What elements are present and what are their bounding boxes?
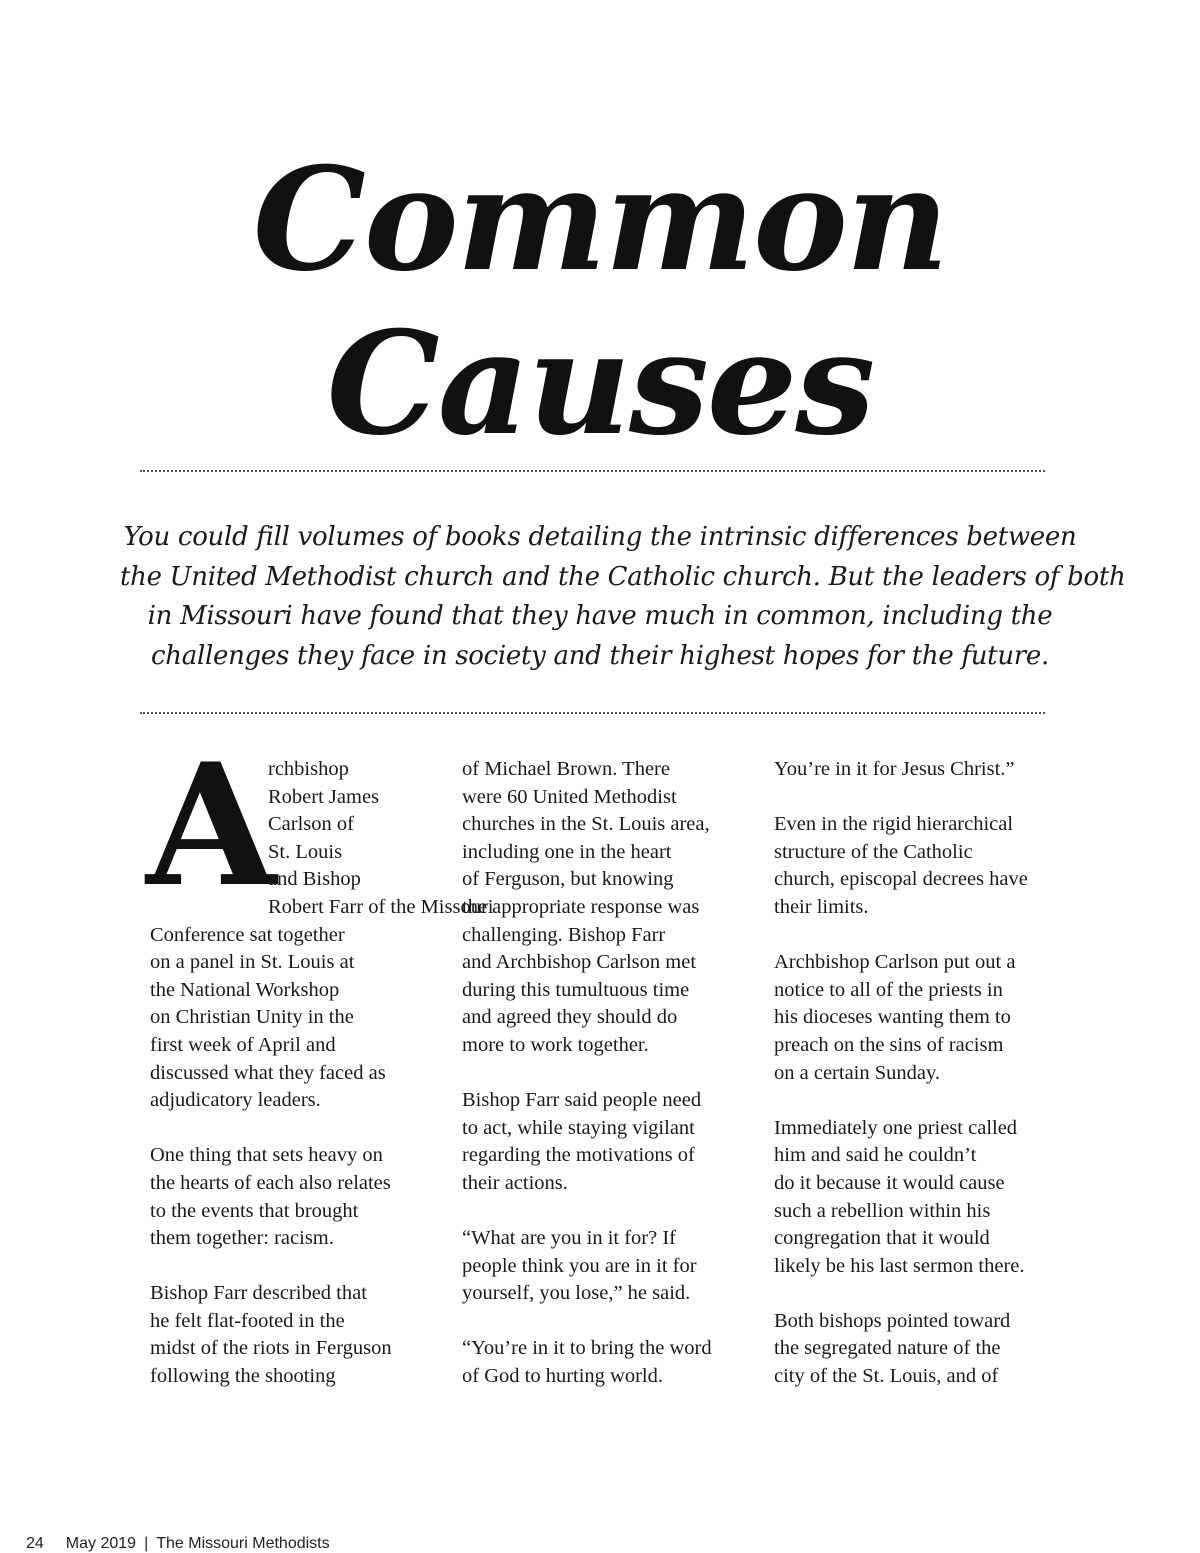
article-column-3 <box>774 756 1064 1418</box>
text-line: Conference sat together <box>150 923 345 946</box>
text-line: Even in the rigid hierarchical <box>774 813 1014 836</box>
text-line: city of the St. Louis, and of <box>774 1365 999 1388</box>
text-line: on a certain Sunday. <box>774 1061 941 1084</box>
headline-line-2: Causes <box>326 301 874 467</box>
text-line: You’re in it for Jesus Christ.” <box>774 758 1015 780</box>
deck-line: in Missouri have found that they have much in common, including the <box>147 601 1053 631</box>
text-line: their limits. <box>774 895 869 918</box>
paragraph <box>774 949 1064 1087</box>
text-line: preach on the sins of racism <box>774 1033 1004 1056</box>
text-line: people think you are in it for <box>462 1254 697 1277</box>
text-line: Both bishops pointed toward <box>774 1309 1011 1332</box>
page-number: 24 <box>26 1535 44 1552</box>
text-line: rchbishop <box>268 758 349 780</box>
dotted-divider-bottom <box>140 712 1045 714</box>
text-line: do it because it would cause <box>774 1171 1005 1194</box>
text-line: of Ferguson, but knowing <box>462 868 674 891</box>
text-line: his dioceses wanting them to <box>774 1006 1011 1029</box>
paragraph <box>774 1115 1064 1281</box>
paragraph <box>462 1225 752 1308</box>
dotted-divider-top <box>140 470 1045 472</box>
text-line: churches in the St. Louis area, <box>462 813 710 836</box>
deck-intro <box>120 518 1126 676</box>
text-line: their actions. <box>462 1171 568 1194</box>
text-line: “What are you in it for? If <box>462 1227 677 1250</box>
text-line: of God to hurting world. <box>462 1365 663 1388</box>
text-line: including one in the heart <box>462 840 672 863</box>
text-line: to the events that brought <box>150 1199 359 1222</box>
drop-cap: A <box>146 726 277 924</box>
headline <box>0 138 1200 466</box>
paragraph <box>150 1142 440 1252</box>
text-line: were 60 United Methodist <box>462 785 677 808</box>
text-line: more to work together. <box>462 1033 649 1056</box>
text-line: Robert Farr of the Missouri <box>268 895 494 918</box>
text-line: them together: racism. <box>150 1227 334 1250</box>
text-line: adjudicatory leaders. <box>150 1089 321 1112</box>
text-line: following the shooting <box>150 1365 336 1388</box>
text-line: Robert James <box>268 785 380 808</box>
deck-line: You could fill volumes of books detailing the intrinsic differences between <box>123 522 1077 552</box>
text-line: challenging. Bishop Farr <box>462 923 666 946</box>
text-line: the hearts of each also relates <box>150 1171 391 1194</box>
publication-name: The Missouri Methodists <box>156 1535 330 1552</box>
deck-line: challenges they face in society and their highest hopes for the future. <box>151 640 1049 671</box>
text-line: during this tumultuous time <box>462 978 690 1001</box>
text-line: Bishop Farr said people need <box>462 1089 702 1112</box>
deck-line: the United Methodist church and the Catholic church. But the leaders of both <box>120 561 1126 592</box>
text-line: Carlson of <box>268 813 354 836</box>
text-line: the segregated nature of the <box>774 1337 1001 1360</box>
issue-date: May 2019 <box>65 1535 137 1552</box>
footer-separator: | <box>144 1535 149 1552</box>
text-line: likely be his last sermon there. <box>774 1254 1025 1277</box>
text-line: the National Workshop <box>150 978 340 1001</box>
text-line: first week of April and <box>150 1033 336 1056</box>
paragraph <box>462 756 752 1060</box>
text-line: structure of the Catholic <box>774 840 973 863</box>
text-line: church, episcopal decrees have <box>774 868 1028 891</box>
paragraph <box>462 1335 752 1390</box>
paragraph <box>150 1280 440 1390</box>
text-line: midst of the riots in Ferguson <box>150 1337 392 1360</box>
text-line: and Archbishop Carlson met <box>462 951 697 974</box>
text-line: congregation that it would <box>774 1227 990 1250</box>
text-line: of Michael Brown. There <box>462 758 670 780</box>
text-line: and agreed they should do <box>462 1006 678 1029</box>
article-column-1 <box>146 726 494 1418</box>
text-line: Immediately one priest called <box>774 1116 1018 1139</box>
text-line: he felt flat-footed in the <box>150 1309 345 1332</box>
text-line: discussed what they faced as <box>150 1061 386 1084</box>
text-line: on Christian Unity in the <box>150 1006 354 1029</box>
paragraph <box>774 756 1064 784</box>
paragraph <box>774 1308 1064 1391</box>
text-line: One thing that sets heavy on <box>150 1144 383 1167</box>
text-line: St. Louis <box>268 840 343 863</box>
text-line: Bishop Farr described that <box>150 1282 367 1305</box>
text-line: and Bishop <box>268 868 361 891</box>
text-line: the appropriate response was <box>462 895 700 918</box>
text-line: notice to all of the priests in <box>774 978 1003 1001</box>
text-line: on a panel in St. Louis at <box>150 951 355 974</box>
paragraph <box>774 811 1064 921</box>
headline-line-1: Common <box>252 137 948 303</box>
paragraph <box>462 1087 752 1197</box>
page-footer <box>26 1535 330 1553</box>
text-line: such a rebellion within his <box>774 1199 991 1222</box>
text-line: to act, while staying vigilant <box>462 1116 695 1139</box>
article-column-2 <box>462 756 752 1418</box>
text-line: Archbishop Carlson put out a <box>774 951 1016 974</box>
text-line: “You’re in it to bring the word <box>462 1337 712 1360</box>
text-line: yourself, you lose,” he said. <box>462 1282 691 1305</box>
text-line: regarding the motivations of <box>462 1144 695 1167</box>
text-line: him and said he couldn’t <box>774 1144 977 1167</box>
